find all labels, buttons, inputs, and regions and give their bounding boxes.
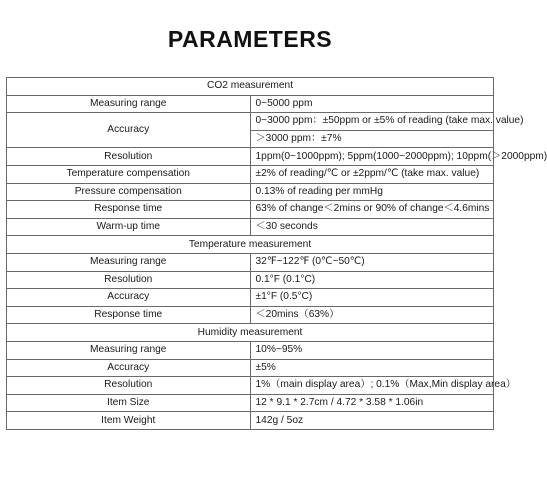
param-label: Measuring range — [7, 95, 251, 113]
param-value: ±2% of reading/℃ or ±2ppm/℃ (take max. value) — [250, 165, 494, 183]
param-value: 0~3000 ppm：±50ppm or ±5% of reading (take max. value) — [250, 113, 494, 131]
param-label: Accuracy — [7, 359, 251, 377]
table-row — [7, 95, 494, 113]
param-value: 63% of change＜2mins or 90% of change＜4.6mins — [250, 201, 494, 219]
param-value: 0.1°F (0.1°C) — [250, 271, 494, 289]
param-value: ±1°F (0.5°C) — [250, 289, 494, 307]
param-value: 0~5000 ppm — [250, 95, 494, 113]
param-label: Accuracy — [7, 289, 251, 307]
param-label: Resolution — [7, 271, 251, 289]
param-label: Pressure compensation — [7, 183, 251, 201]
param-value: ＞3000 ppm：±7% — [250, 130, 494, 148]
table-row — [7, 271, 494, 289]
section-header-row — [7, 236, 494, 254]
param-label: Temperature compensation — [7, 165, 251, 183]
param-label: Resolution — [7, 148, 251, 166]
section-heading-temperature: Temperature measurement — [7, 236, 494, 254]
table-row — [7, 359, 494, 377]
table-row — [7, 201, 494, 219]
table-row — [7, 412, 494, 430]
table-row — [7, 394, 494, 412]
table-row — [7, 341, 494, 359]
param-value: 10%~95% — [250, 341, 494, 359]
table-row — [7, 377, 494, 395]
param-value: ＜20mins（63%） — [250, 306, 494, 324]
param-value: 0.13% of reading per mmHg — [250, 183, 494, 201]
table-row — [7, 253, 494, 271]
param-value: 1ppm(0~1000ppm); 5ppm(1000~2000ppm); 10ppm(＞2000ppm) — [250, 148, 494, 166]
param-value: 142g / 5oz — [250, 412, 494, 430]
param-label: Warm-up time — [7, 218, 251, 236]
param-label: Measuring range — [7, 253, 251, 271]
table-row — [7, 218, 494, 236]
param-value: 32℉~122℉ (0℃~50℃) — [250, 253, 494, 271]
param-value: 1%（main display area）; 0.1%（Max,Min display area） — [250, 377, 494, 395]
section-heading-co2: CO2 measurement — [7, 78, 494, 96]
param-label: Item Weight — [7, 412, 251, 430]
page-title: PARAMETERS — [167, 26, 333, 52]
param-label: Response time — [7, 306, 251, 324]
table-row — [7, 165, 494, 183]
table-row — [7, 148, 494, 166]
table-row — [7, 183, 494, 201]
table-row — [7, 113, 494, 131]
param-value: ±5% — [250, 359, 494, 377]
param-label: Response time — [7, 201, 251, 219]
param-label: Measuring range — [7, 341, 251, 359]
table-row — [7, 289, 494, 307]
param-value: 12 * 9.1 * 2.7cm / 4.72 * 3.58 * 1.06in — [250, 394, 494, 412]
section-header-row — [7, 324, 494, 342]
param-value: ＜30 seconds — [250, 218, 494, 236]
section-header-row — [7, 78, 494, 96]
table-row — [7, 306, 494, 324]
param-label: Item Size — [7, 394, 251, 412]
parameters-table — [6, 77, 547, 430]
section-heading-humidity: Humidity measurement — [7, 324, 494, 342]
param-label: Accuracy — [7, 113, 251, 148]
param-label: Resolution — [7, 377, 251, 395]
